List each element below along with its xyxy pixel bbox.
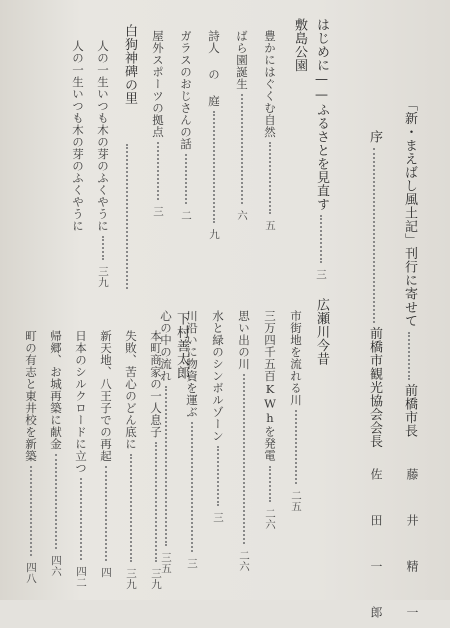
toc-item: 失敗、苦心のどん底に三九 — [124, 330, 138, 590]
toc-item: 市街地を流れる川二五 — [289, 310, 303, 512]
section-heading: 広瀬川今昔 — [314, 298, 329, 366]
intro-page: 三 — [315, 269, 327, 280]
toc-item: 詩人 の 庭九 — [207, 30, 221, 240]
toc-item: ばら園誕生六 — [235, 30, 249, 221]
section-heading: 白狗神碑の里 — [122, 24, 137, 105]
intro-heading: はじめに——ふるさとを見直す — [314, 18, 329, 211]
toc-item: 本町商家の一人息子三九 — [149, 330, 163, 590]
foreword-title: 「新・まえばし風土記」刊行に寄せて — [402, 98, 417, 328]
foreword-name: 藤 井 精 一 — [405, 468, 419, 628]
section-heading: 敷島公園 — [292, 18, 307, 72]
toc-item: 人の一生いつも木の芽のふくやうに三九 — [96, 40, 110, 288]
toc-item: 心の中の流れ三五 — [159, 310, 173, 574]
toc-item: 帰郷、お城再築に献金四六 — [49, 330, 63, 577]
toc-item: 川沿いに物資を運ぶ三 — [185, 310, 199, 569]
preface-name: 佐 田 一 郎 — [369, 468, 383, 628]
toc-item: 人の一生いつも木の芽のふくやうに — [71, 40, 85, 232]
toc-item: 町の有志と東井校を新築四八 — [24, 330, 38, 584]
leader-dots — [373, 148, 375, 323]
section-heading: 下村善太郎 — [174, 312, 189, 380]
toc-item: 思い出の川二六 — [237, 310, 251, 572]
leader-dots — [408, 332, 410, 380]
toc-item: 屋外スポーツの拠点三 — [151, 30, 165, 217]
leader-dots — [320, 215, 322, 263]
preface-author: 前橋市観光協会会長 — [367, 326, 382, 448]
toc-item: 三万四千五百KWhを発電二六 — [263, 310, 277, 530]
toc-item: 日本のシルクロードに立つ四二 — [74, 330, 88, 588]
toc-item: 新天地、八王子での再起四 — [99, 330, 113, 578]
toc-item: ガラスのおじさんの話二 — [179, 30, 193, 221]
preface-entry — [365, 130, 384, 448]
toc-item: 水と緑のシンボルゾーン三 — [211, 310, 225, 523]
foreword-entry — [400, 98, 419, 438]
toc-item: 豊かにはぐくむ自然五 — [263, 30, 277, 231]
preface-title: 序 — [367, 130, 382, 144]
foreword-author: 前橋市長 — [402, 383, 417, 438]
toc-item — [120, 140, 134, 293]
intro-entry — [312, 18, 331, 280]
